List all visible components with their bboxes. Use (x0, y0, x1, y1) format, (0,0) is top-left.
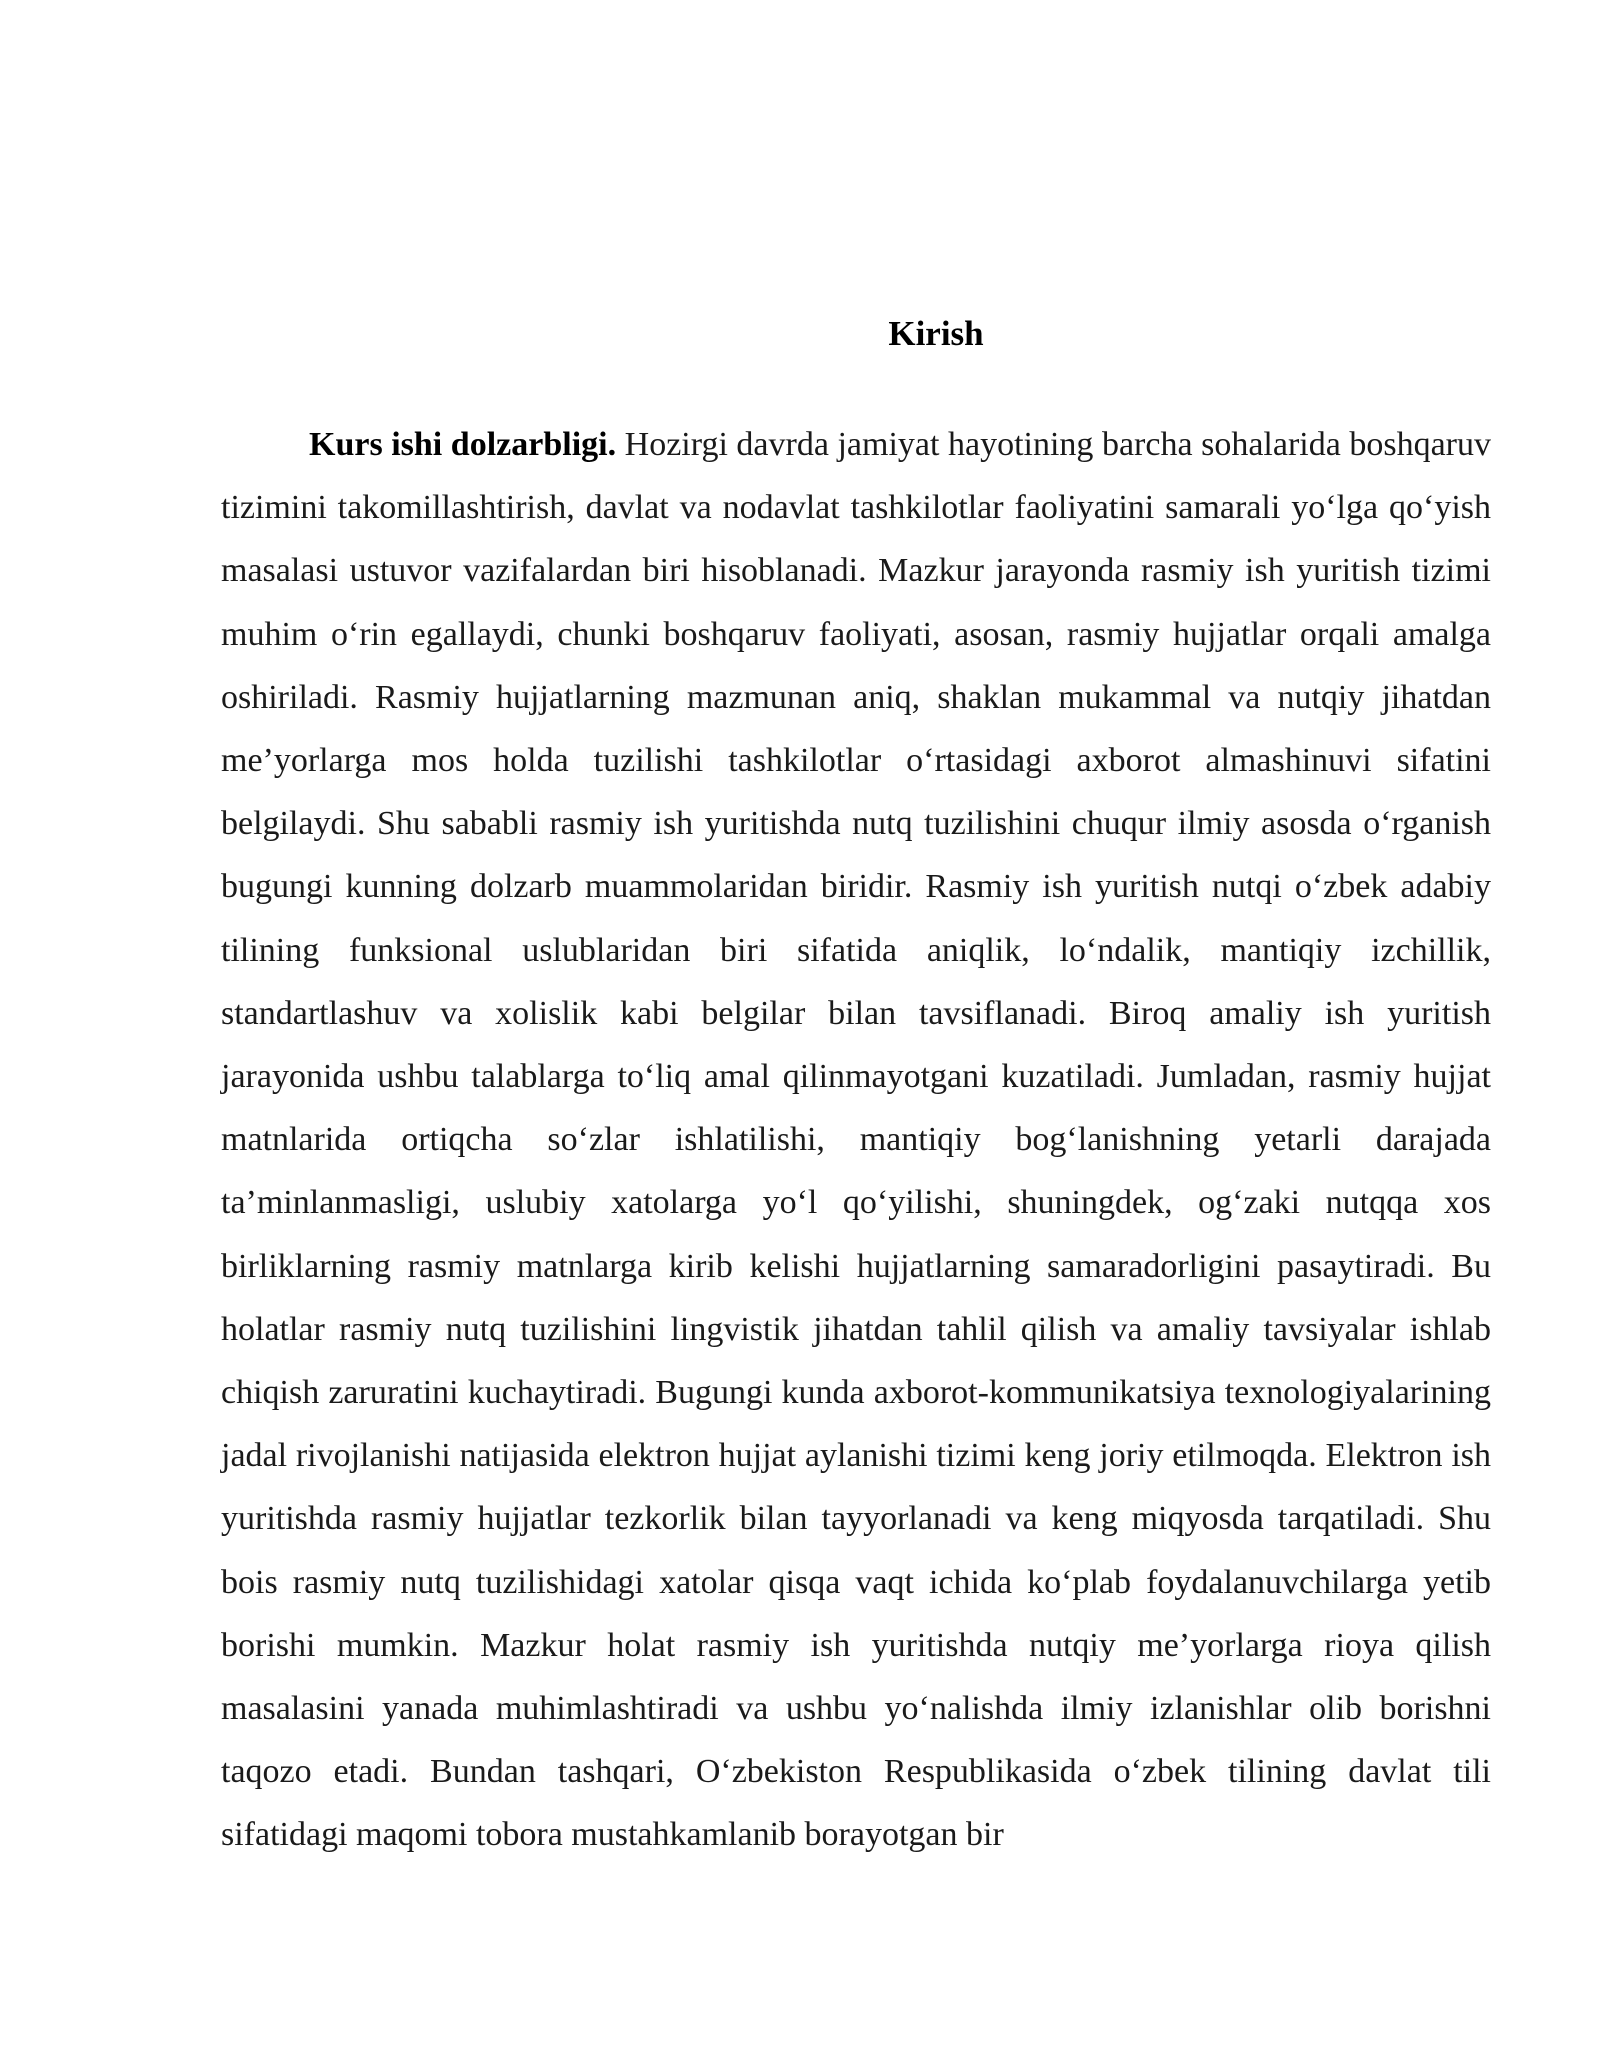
heading-container (221, 314, 1491, 354)
paragraph-text: Hozirgi davrda jamiyat hayotining barcha sohalarida boshqaruv tizimini takomillashtirish, davlat va nodavlat tashkilotlar faoliyatini samarali yo‘lga qo‘yish masalasi ustuvor vazifalardan biri hisoblanadi. Mazkur jarayonda rasmiy ish yuritish tizimi muhim o‘rin egallaydi, chunki boshqaruv faoliyati, asosan, rasmiy hujjatlar orqali amalga oshiriladi. Rasmiy hujjatlarning mazmunan aniq, shaklan mukammal va nutqiy jihatdan me’yorlarga mos holda tuzilishi tashkilotlar o‘rtasidagi axborot almashinuvi sifatini belgilaydi. Shu sababli rasmiy ish yuritishda nutq tuzilishini chuqur ilmiy asosda o‘rganish bugungi kunning dolzarb muammolaridan biridir. Rasmiy ish yuritish nutqi o‘zbek adabiy tilining funksional uslublaridan biri sifatida aniqlik, lo‘ndalik, mantiqiy izchillik, standartlashuv va xolislik kabi belgilar bilan tavsiflanadi. Biroq amaliy ish yuritish jarayonida ushbu talablarga to‘liq amal qilinmayotgani kuzatiladi. Jumladan, rasmiy hujjat matnlarida ortiqcha so‘zlar ishlatilishi, mantiqiy bog‘lanishning yetarli darajada ta’minlanmasligi, uslubiy xatolarga yo‘l qo‘yilishi, shuningdek, og‘zaki nutqqa xos birliklarning rasmiy matnlarga kirib kelishi hujjatlarning samaradorligini pasaytiradi. Bu holatlar rasmiy nutq tuzilishini lingvistik jihatdan tahlil qilish va amaliy tavsiyalar ishlab chiqish zaruratini kuchaytiradi. Bugungi kunda axborot-kommunikatsiya texnologiyalarining jadal rivojlanishi natijasida elektron hujjat aylanishi tizimi keng joriy etilmoqda. Elektron ish yuritishda rasmiy hujjatlar tezkorlik bilan tayyorlanadi va keng miqyosda tarqatiladi. Shu bois rasmiy nutq tuzilishidagi xatolar qisqa vaqt ichida ko‘plab foydalanuvchilarga yetib borishi mumkin. Mazkur holat rasmiy ish yuritishda nutqiy me’yorlarga rioya qilish masalasini yanada muhimlashtiradi va ushbu yo‘nalishda ilmiy izlanishlar olib borishni taqozo etadi. Bundan tashqari, O‘zbekiston Respublikasida o‘zbek tilining davlat tili sifatidagi maqomi tobora mustahkamlanib borayotgan bir (221, 426, 1492, 1854)
section-heading: Kirish (888, 314, 984, 353)
paragraph-lead: Kurs ishi dolzarbligi. (309, 426, 617, 463)
body-paragraph (221, 413, 1491, 1867)
